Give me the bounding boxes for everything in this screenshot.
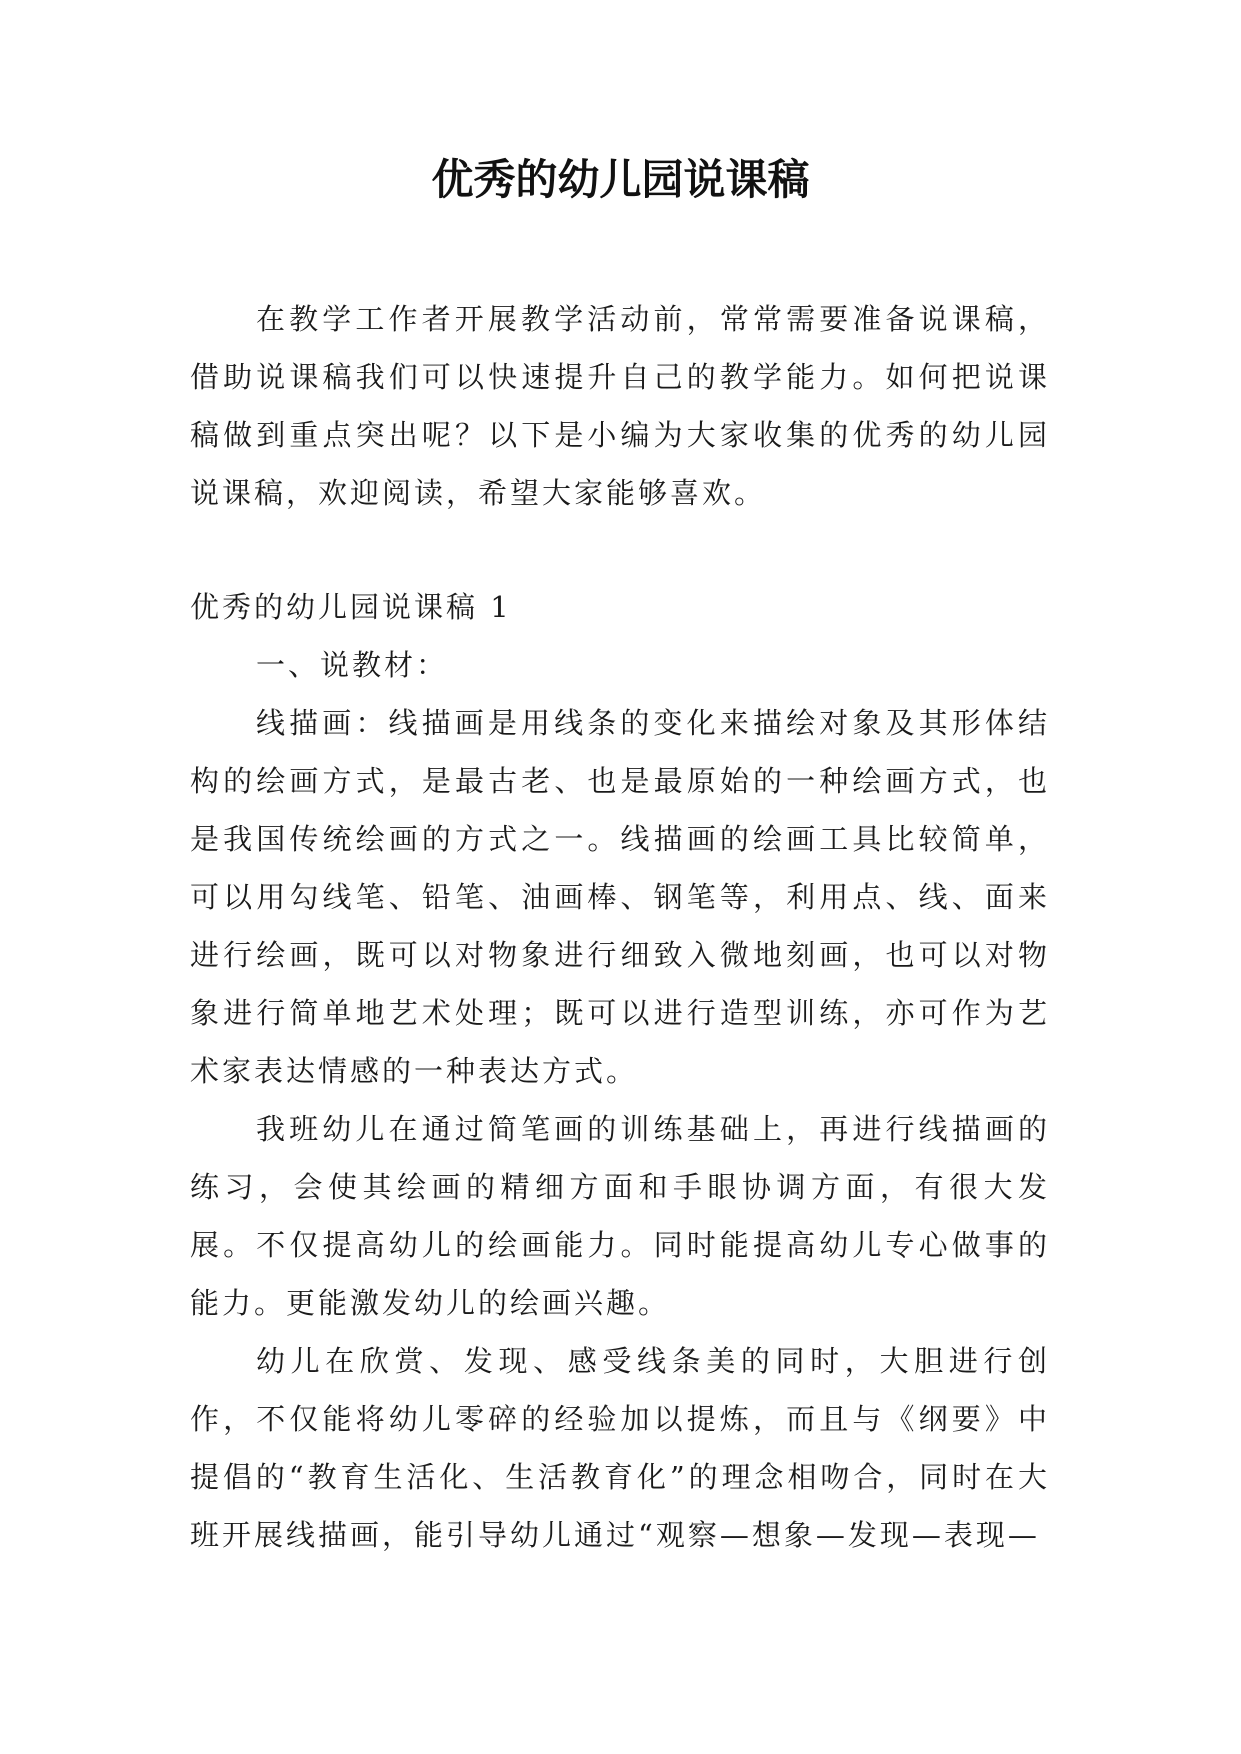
body-paragraph: 幼儿在欣赏、发现、感受线条美的同时，大胆进行创作，不仅能将幼儿零碎的经验加以提炼，而且与《纲要》中提倡的“教育生活化、生活教育化”的理念相吻合，同时在大班开展线描画，能引导幼儿通过“观察—想象—发现—表现— [190,1344,1050,1552]
section-heading: 优秀的幼儿园说课稿 1 [190,590,512,624]
document-title: 优秀的幼儿园说课稿 [431,155,810,204]
body-paragraph: 我班幼儿在通过简笔画的训练基础上，再进行线描画的练习，会使其绘画的精细方面和手眼协调方面，有很大发展。不仅提高幼儿的绘画能力。同时能提高幼儿专心做事的能力。更能激发幼儿的绘画兴趣。 [190,1112,1050,1320]
section-block [190,578,1050,1564]
intro-paragraph: 在教学工作者开展教学活动前，常常需要准备说课稿，借助说课稿我们可以快速提升自己的教学能力。如何把说课稿做到重点突出呢？以下是小编为大家收集的优秀的幼儿园说课稿，欢迎阅读，希望大家能够喜欢。 [190,302,1050,510]
intro-block [190,290,1050,522]
subheading: 一、说教材： [256,648,449,682]
body-paragraph: 线描画：线描画是用线条的变化来描绘对象及其形体结构的绘画方式，是最古老、也是最原始的一种绘画方式，也是我国传统绘画的方式之一。线描画的绘画工具比较简单，可以用勾线笔、铅笔、油画棒、钢笔等，利用点、线、面来进行绘画，既可以对物象进行细致入微地刻画，也可以对物象进行简单地艺术处理；既可以进行造型训练，亦可作为艺术家表达情感的一种表达方式。 [190,706,1050,1088]
